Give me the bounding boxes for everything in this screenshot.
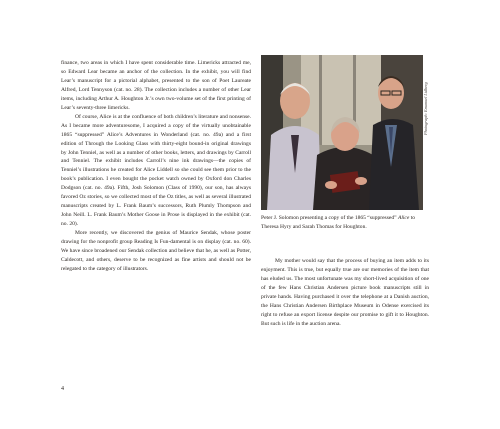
paragraph: Of course, Alice is at the confluence of both children’s literature and nonsense. As I became more adventuresome, I acquired a copy of the virtually unobtainable 1865 “suppressed” Alice’s Adventures in Wonderland (cat. no. 49a) and a first edition of Through the Looking Glass with thirty-eight bound-in original drawings by John Tenniel, as well as a number of other books, letters, and drawings by Carroll and Tenniel. The exhibit includes Carroll’s nine ink drawings—the copies of Tenniel’s illustrations he created for Alice Liddell so she could see them prior to the book’s publication. I even bought the pocket watch owned by Oxford don Charles Dodgson (cat. no. 49a). Fifth, Josh Solomon (Class of 1990), our son, has always favored Oz stories, so we collected most of the Oz titles, as well as several illustrated manuscripts created by L. Frank Baum’s successors, Ruth Plumly Thompson and John Neill. L. Frank Baum’s Mother Goose in Prose is displayed in the exhibit (cat. no. 20). bbox=[61, 113, 251, 228]
caption-italic-title: Alice bbox=[397, 215, 410, 221]
page-number: 4 bbox=[61, 386, 64, 392]
paragraph: My mother would say that the process of buying an item adds to its enjoyment. This is true, but equally true are our memories of the item that has eluded us. The most unfortunate was my short-lived acquisition of one of the few Hans Christian Andersen picture book manuscripts still in private hands. Having purchased it over the telephone at a Danish auction, the Hans Christian Andersen Birthplace Museum in Odense exercised its right to refuse an export license despite our promise to gift it to Houghton. But such is life in the auction arena. bbox=[261, 258, 429, 327]
photograph-illustration bbox=[261, 55, 423, 210]
paragraph: finance, two areas in which I have spent considerable time. Limericks attracted me, so Edward Lear became an anchor of the collection. In the exhibit, you will find Lear’s manuscript for a pictorial alphabet, presented to the son of Poet Laureate Alfred, Lord Tennyson (cat. no. 28). The collection includes a number of other Lear items, including Arthur A. Houghton Jr.’s own two-volume set of the first printing of Lear’s seventy-three limericks. bbox=[61, 60, 251, 111]
caption-text: to Theresa Hyry and Sarah Thomas for Houghton. bbox=[261, 215, 416, 230]
left-text-column bbox=[61, 59, 251, 274]
paragraph: More recently, we discovered the genius of Maurice Sendak, whose poster drawing for the nonprofit group Reading Is Fun-damental is on display (cat. no. 60). We have since broadened our Sendak collection and believe that he, as well as Potter, Caldecott, and others, deserve to be recognized as fine artists and should not be relegated to the category of illustrators. bbox=[61, 230, 251, 272]
photo-credit: Photograph: Emanuel Lidberg bbox=[423, 82, 428, 135]
right-text-column bbox=[261, 257, 429, 329]
caption-text: Peter J. Solomon presenting a copy of the 1865 “suppressed” bbox=[261, 215, 398, 221]
photo-caption bbox=[261, 214, 429, 231]
photograph bbox=[261, 55, 423, 210]
